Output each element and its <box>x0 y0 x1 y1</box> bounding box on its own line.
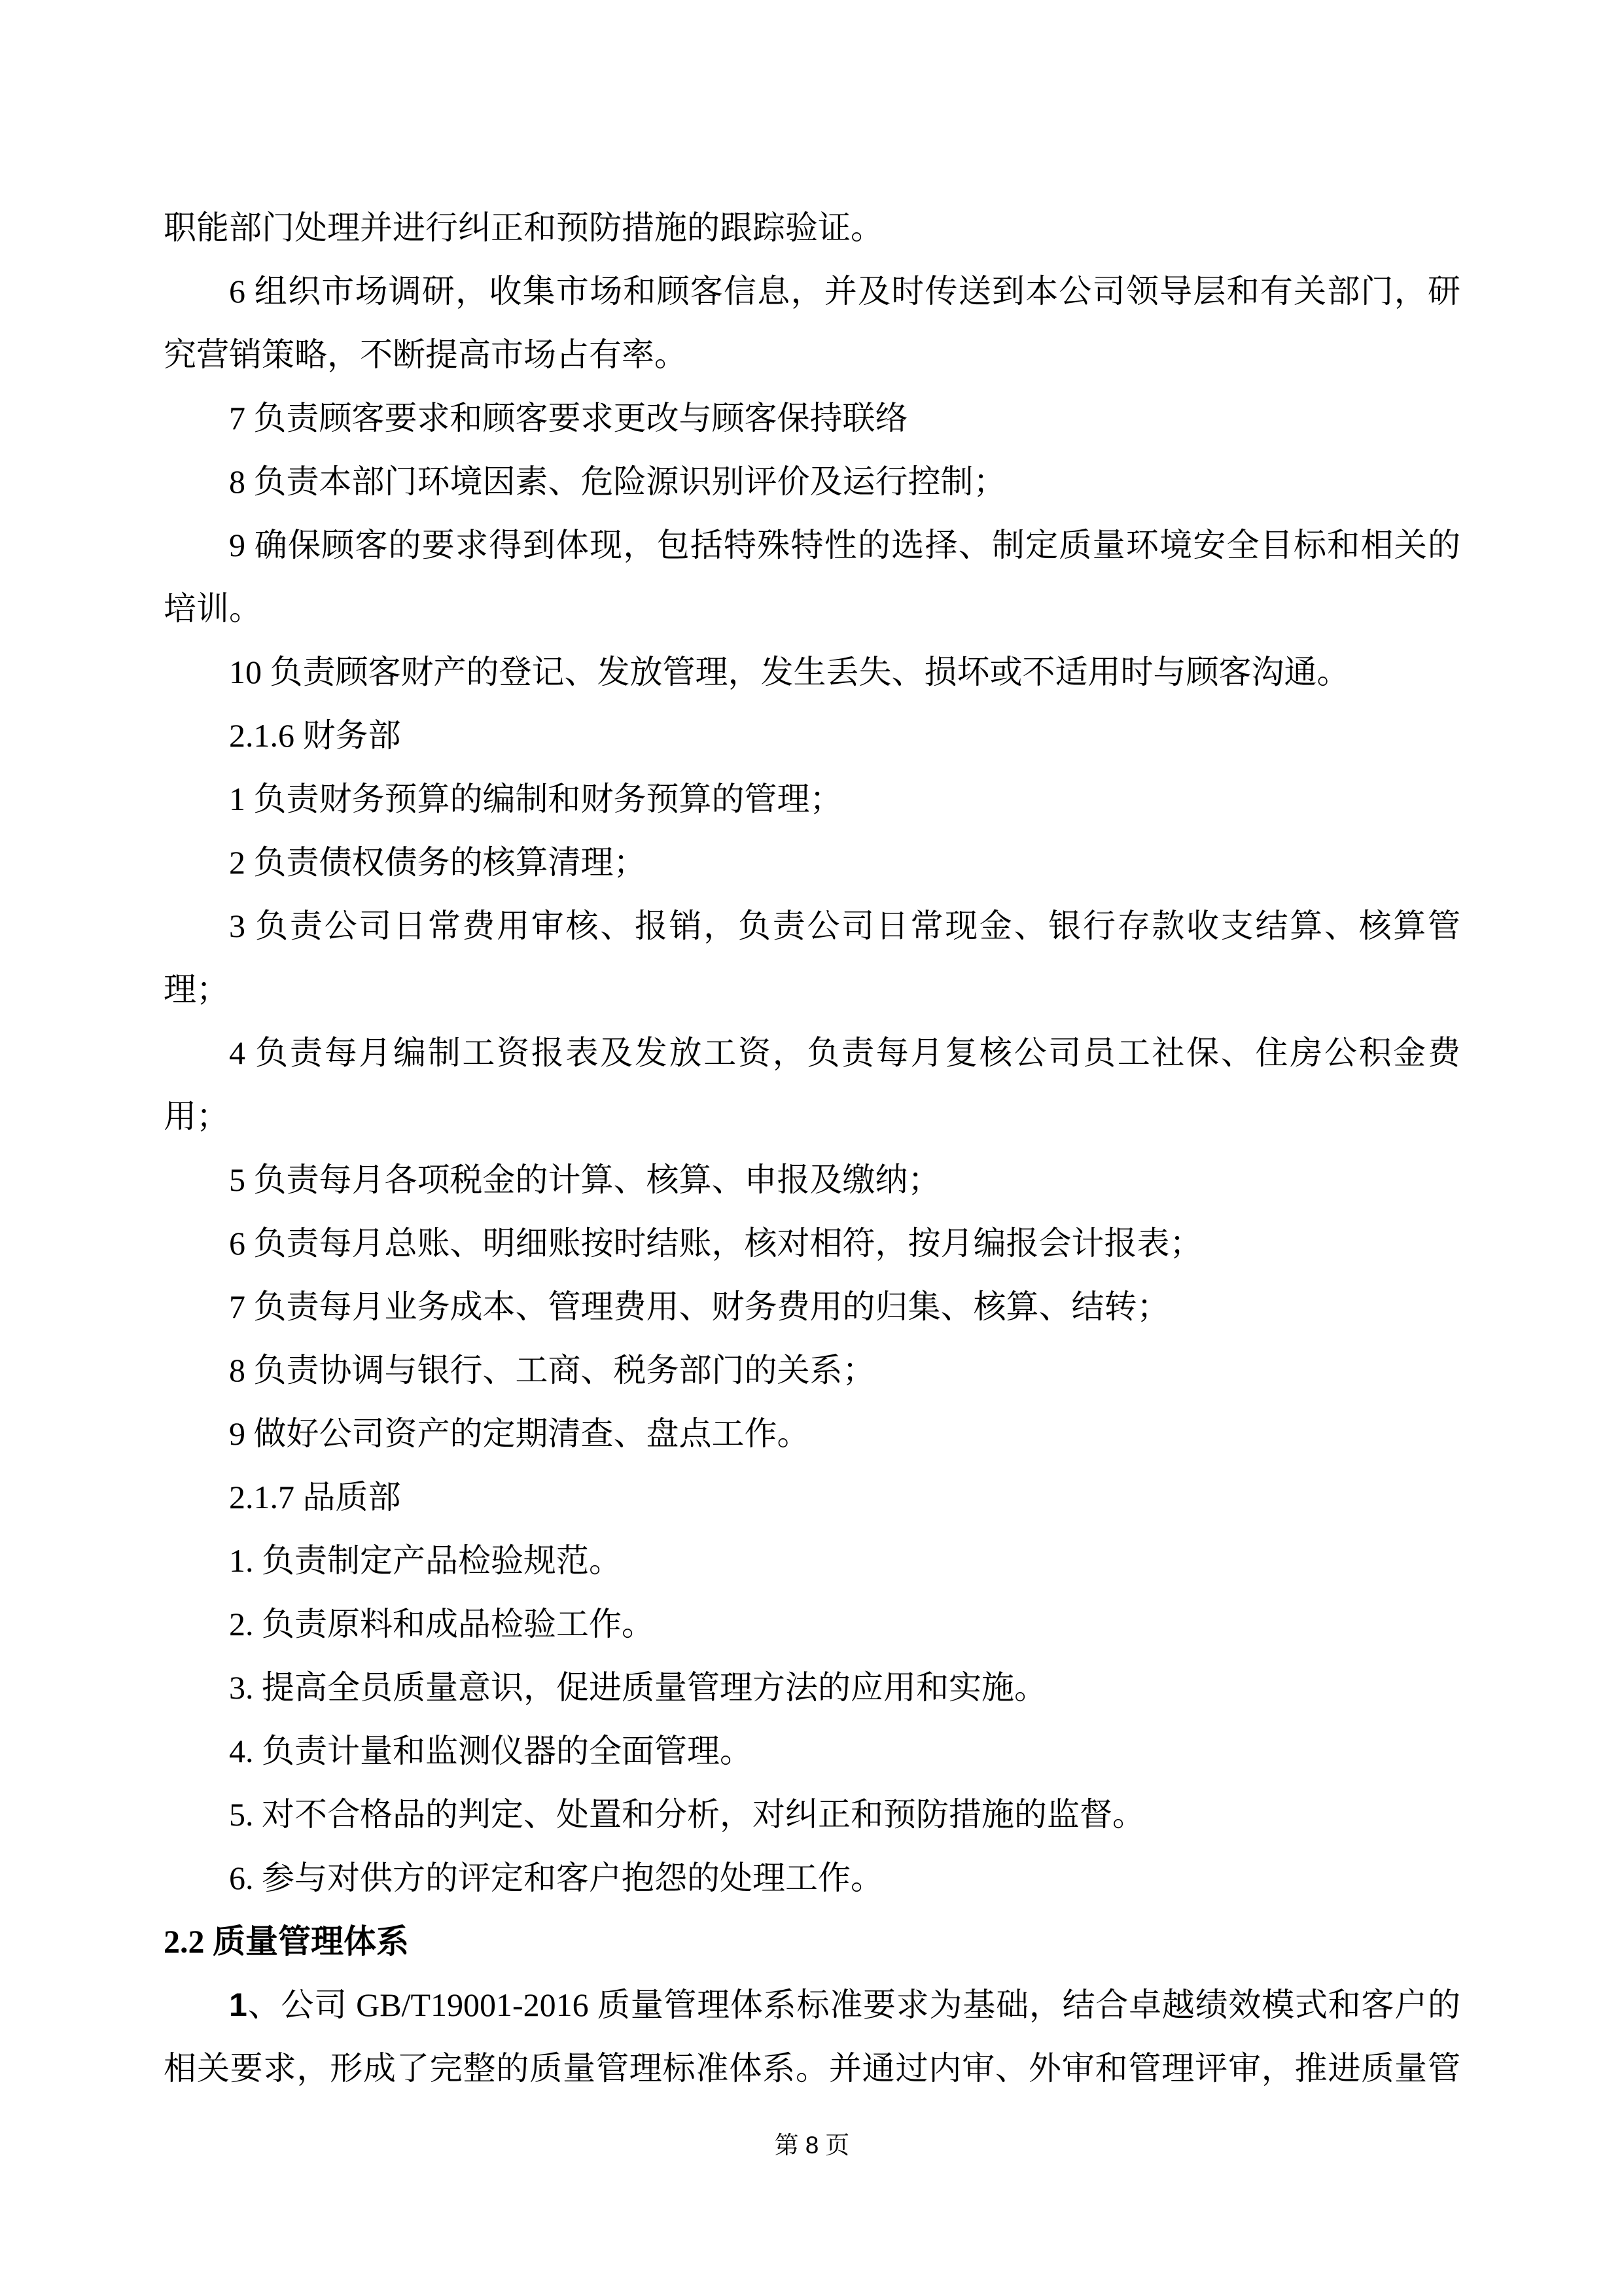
text-line: 理； <box>164 971 229 1008</box>
page-footer <box>0 2130 1624 2161</box>
text-line: 培训。 <box>164 590 262 627</box>
document-body <box>164 196 1460 2100</box>
text-line: 4. 负责计量和监测仪器的全面管理。 <box>229 1733 752 1769</box>
text-line: 8 负责本部门环境因素、危险源识别评价及运行控制； <box>229 463 1006 500</box>
text-line: 1、公司 GB/T19001-2016 质量管理体系标准要求为基础，结合卓越绩效模式和客户的 <box>229 1987 1460 2023</box>
text-line: 5 负责每月各项税金的计算、核算、申报及缴纳； <box>229 1161 941 1198</box>
list-number: 1 <box>229 1987 247 2023</box>
text-line: 2.1.6 财务部 <box>229 717 401 754</box>
text-line: 7 负责每月业务成本、管理费用、财务费用的归集、核算、结转； <box>229 1288 1170 1325</box>
text-line: 8 负责协调与银行、工商、税务部门的关系； <box>229 1352 875 1388</box>
page-number: 8 <box>805 2132 819 2159</box>
text-line: 7 负责顾客要求和顾客要求更改与顾客保持联络 <box>229 400 908 436</box>
section-heading: 2.2 质量管理体系 <box>164 1923 409 1960</box>
text-line: 9 做好公司资产的定期清查、盘点工作。 <box>229 1415 810 1452</box>
text-line: 2. 负责原料和成品检验工作。 <box>229 1606 654 1642</box>
page-number-prefix: 第 <box>774 2132 799 2159</box>
text-line: 6 负责每月总账、明细账按时结账，核对相符，按月编报会计报表； <box>229 1225 1203 1262</box>
text-line: 6. 参与对供方的评定和客户抱怨的处理工作。 <box>229 1860 883 1896</box>
text-line: 6 组织市场调研，收集市场和顾客信息，并及时传送到本公司领导层和有关部门，研 <box>229 273 1460 309</box>
text-line: 2.1.7 品质部 <box>229 1479 401 1515</box>
text-line: 3 负责公司日常费用审核、报销，负责公司日常现金、银行存款收支结算、核算管 <box>229 908 1460 944</box>
text-line: 相关要求，形成了完整的质量管理标准体系。并通过内审、外审和管理评审，推进质量管 <box>164 2050 1460 2087</box>
text-line: 9 确保顾客的要求得到体现，包括特殊特性的选择、制定质量环境安全目标和相关的 <box>229 527 1460 563</box>
text-line: 3. 提高全员质量意识，促进质量管理方法的应用和实施。 <box>229 1669 1047 1706</box>
text-line: 究营销策略，不断提高市场占有率。 <box>164 336 687 373</box>
text-line: 5. 对不合格品的判定、处置和分析，对纠正和预防措施的监督。 <box>229 1796 1145 1833</box>
text-line: 4 负责每月编制工资报表及发放工资，负责每月复核公司员工社保、住房公积金费 <box>229 1034 1460 1071</box>
text-line: 职能部门处理并进行纠正和预防措施的跟踪验证。 <box>164 209 883 246</box>
text-line: 2 负责债权债务的核算清理； <box>229 844 646 881</box>
text-line: 10 负责顾客财产的登记、发放管理，发生丢失、损坏或不适用时与顾客沟通。 <box>229 654 1350 690</box>
text-line: 1. 负责制定产品检验规范。 <box>229 1542 622 1579</box>
page-number-suffix: 页 <box>825 2132 850 2159</box>
text-line: 1 负责财务预算的编制和财务预算的管理； <box>229 781 843 817</box>
text-line: 用； <box>164 1098 229 1135</box>
